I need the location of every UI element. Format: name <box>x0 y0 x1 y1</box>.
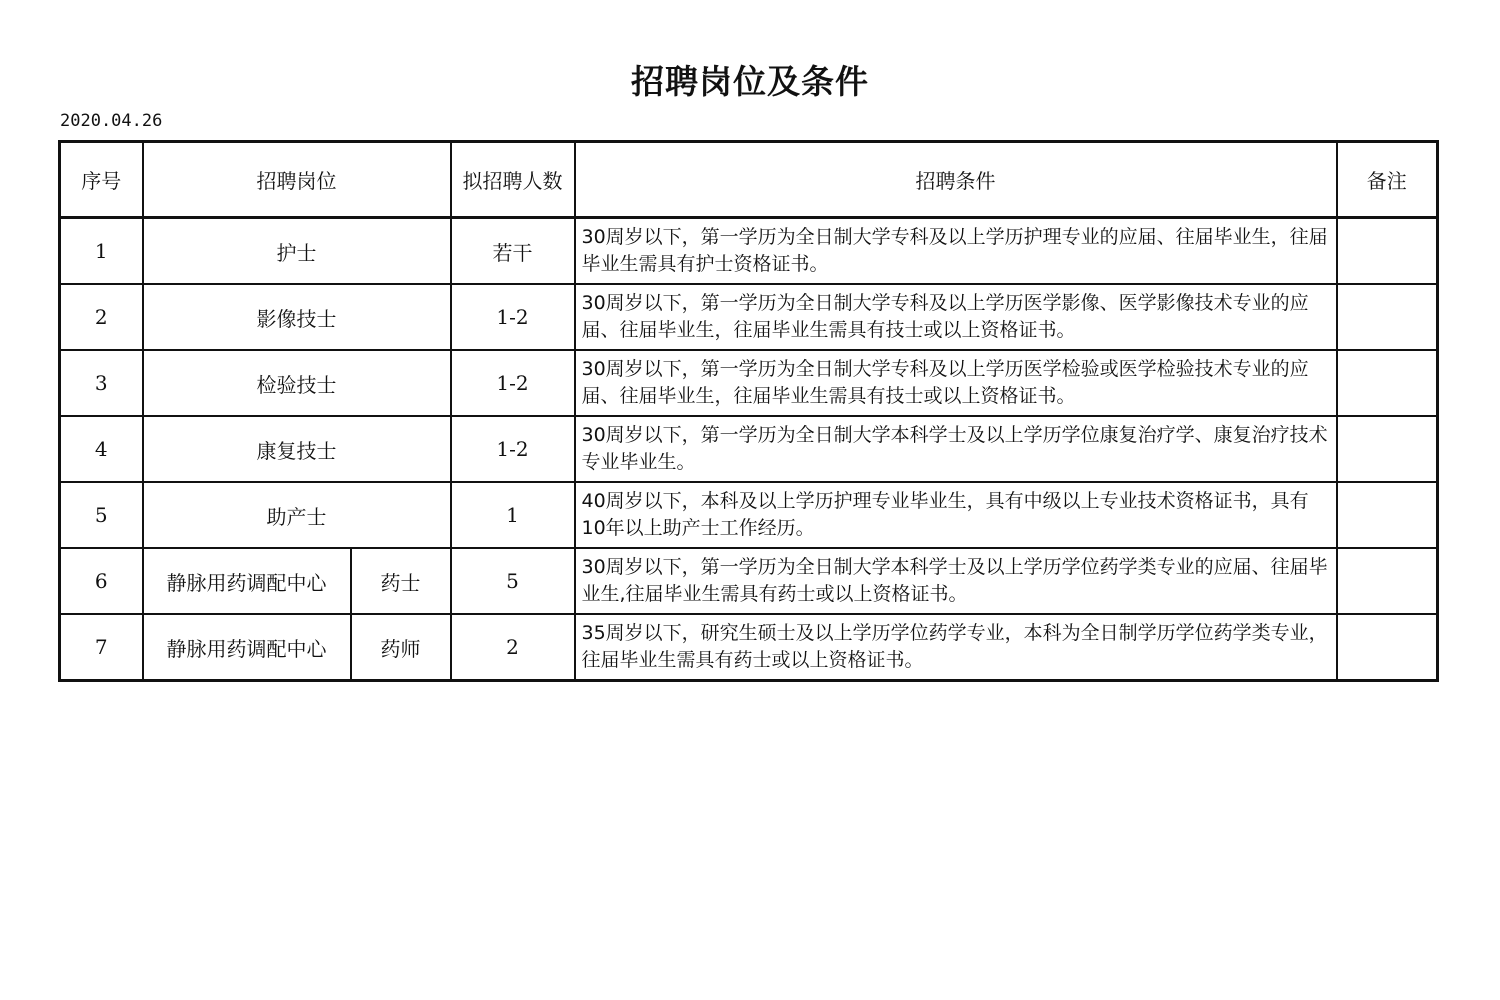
row-count: 1-2 <box>451 350 575 416</box>
table-row <box>60 548 1438 614</box>
row-remarks <box>1337 350 1438 416</box>
row-remarks <box>1337 284 1438 350</box>
row-no: 1 <box>60 218 143 285</box>
row-conditions: 40周岁以下，本科及以上学历护理专业毕业生，具有中级以上专业技术资格证书，具有10年以上助产士工作经历。 <box>575 482 1337 548</box>
table-row <box>60 284 1438 350</box>
page-title: 招聘岗位及条件 <box>631 62 869 101</box>
header-conditions: 招聘条件 <box>575 142 1337 218</box>
row-conditions: 30周岁以下，第一学历为全日制大学专科及以上学历医学检验或医学检验技术专业的应届、往届毕业生，往届毕业生需具有技士或以上资格证书。 <box>575 350 1337 416</box>
row-remarks <box>1337 218 1438 285</box>
row-department: 静脉用药调配中心 <box>143 548 351 614</box>
row-count: 若干 <box>451 218 575 285</box>
table-row <box>60 218 1438 285</box>
row-position: 助产士 <box>143 482 451 548</box>
table-row <box>60 614 1438 681</box>
row-no: 3 <box>60 350 143 416</box>
row-no: 6 <box>60 548 143 614</box>
header-remarks: 备注 <box>1337 142 1438 218</box>
row-remarks <box>1337 614 1438 681</box>
row-remarks <box>1337 482 1438 548</box>
row-position: 药师 <box>351 614 451 681</box>
header-count: 拟招聘人数 <box>451 142 575 218</box>
document-date: 2020.04.26 <box>60 111 163 131</box>
row-count: 1-2 <box>451 284 575 350</box>
table-row <box>60 350 1438 416</box>
row-no: 4 <box>60 416 143 482</box>
row-conditions: 35周岁以下，研究生硕士及以上学历学位药学专业，本科为全日制学历学位药学类专业，往届毕业生需具有药士或以上资格证书。 <box>575 614 1337 681</box>
row-no: 2 <box>60 284 143 350</box>
recruitment-table <box>58 140 1439 682</box>
table-row <box>60 482 1438 548</box>
row-position: 护士 <box>143 218 451 285</box>
row-count: 2 <box>451 614 575 681</box>
table-row <box>60 416 1438 482</box>
row-count: 5 <box>451 548 575 614</box>
row-position: 康复技士 <box>143 416 451 482</box>
row-no: 5 <box>60 482 143 548</box>
row-conditions: 30周岁以下，第一学历为全日制大学专科及以上学历医学影像、医学影像技术专业的应届、往届毕业生，往届毕业生需具有技士或以上资格证书。 <box>575 284 1337 350</box>
row-remarks <box>1337 548 1438 614</box>
row-remarks <box>1337 416 1438 482</box>
row-position: 影像技士 <box>143 284 451 350</box>
row-count: 1 <box>451 482 575 548</box>
row-department: 静脉用药调配中心 <box>143 614 351 681</box>
header-position: 招聘岗位 <box>143 142 451 218</box>
row-count: 1-2 <box>451 416 575 482</box>
table-header-row <box>60 142 1438 218</box>
row-position: 药士 <box>351 548 451 614</box>
row-conditions: 30周岁以下，第一学历为全日制大学本科学士及以上学历学位药学类专业的应届、往届毕业生,往届毕业生需具有药士或以上资格证书。 <box>575 548 1337 614</box>
header-no: 序号 <box>60 142 143 218</box>
row-no: 7 <box>60 614 143 681</box>
row-position: 检验技士 <box>143 350 451 416</box>
row-conditions: 30周岁以下，第一学历为全日制大学本科学士及以上学历学位康复治疗学、康复治疗技术专业毕业生。 <box>575 416 1337 482</box>
row-conditions: 30周岁以下，第一学历为全日制大学专科及以上学历护理专业的应届、往届毕业生，往届毕业生需具有护士资格证书。 <box>575 218 1337 285</box>
